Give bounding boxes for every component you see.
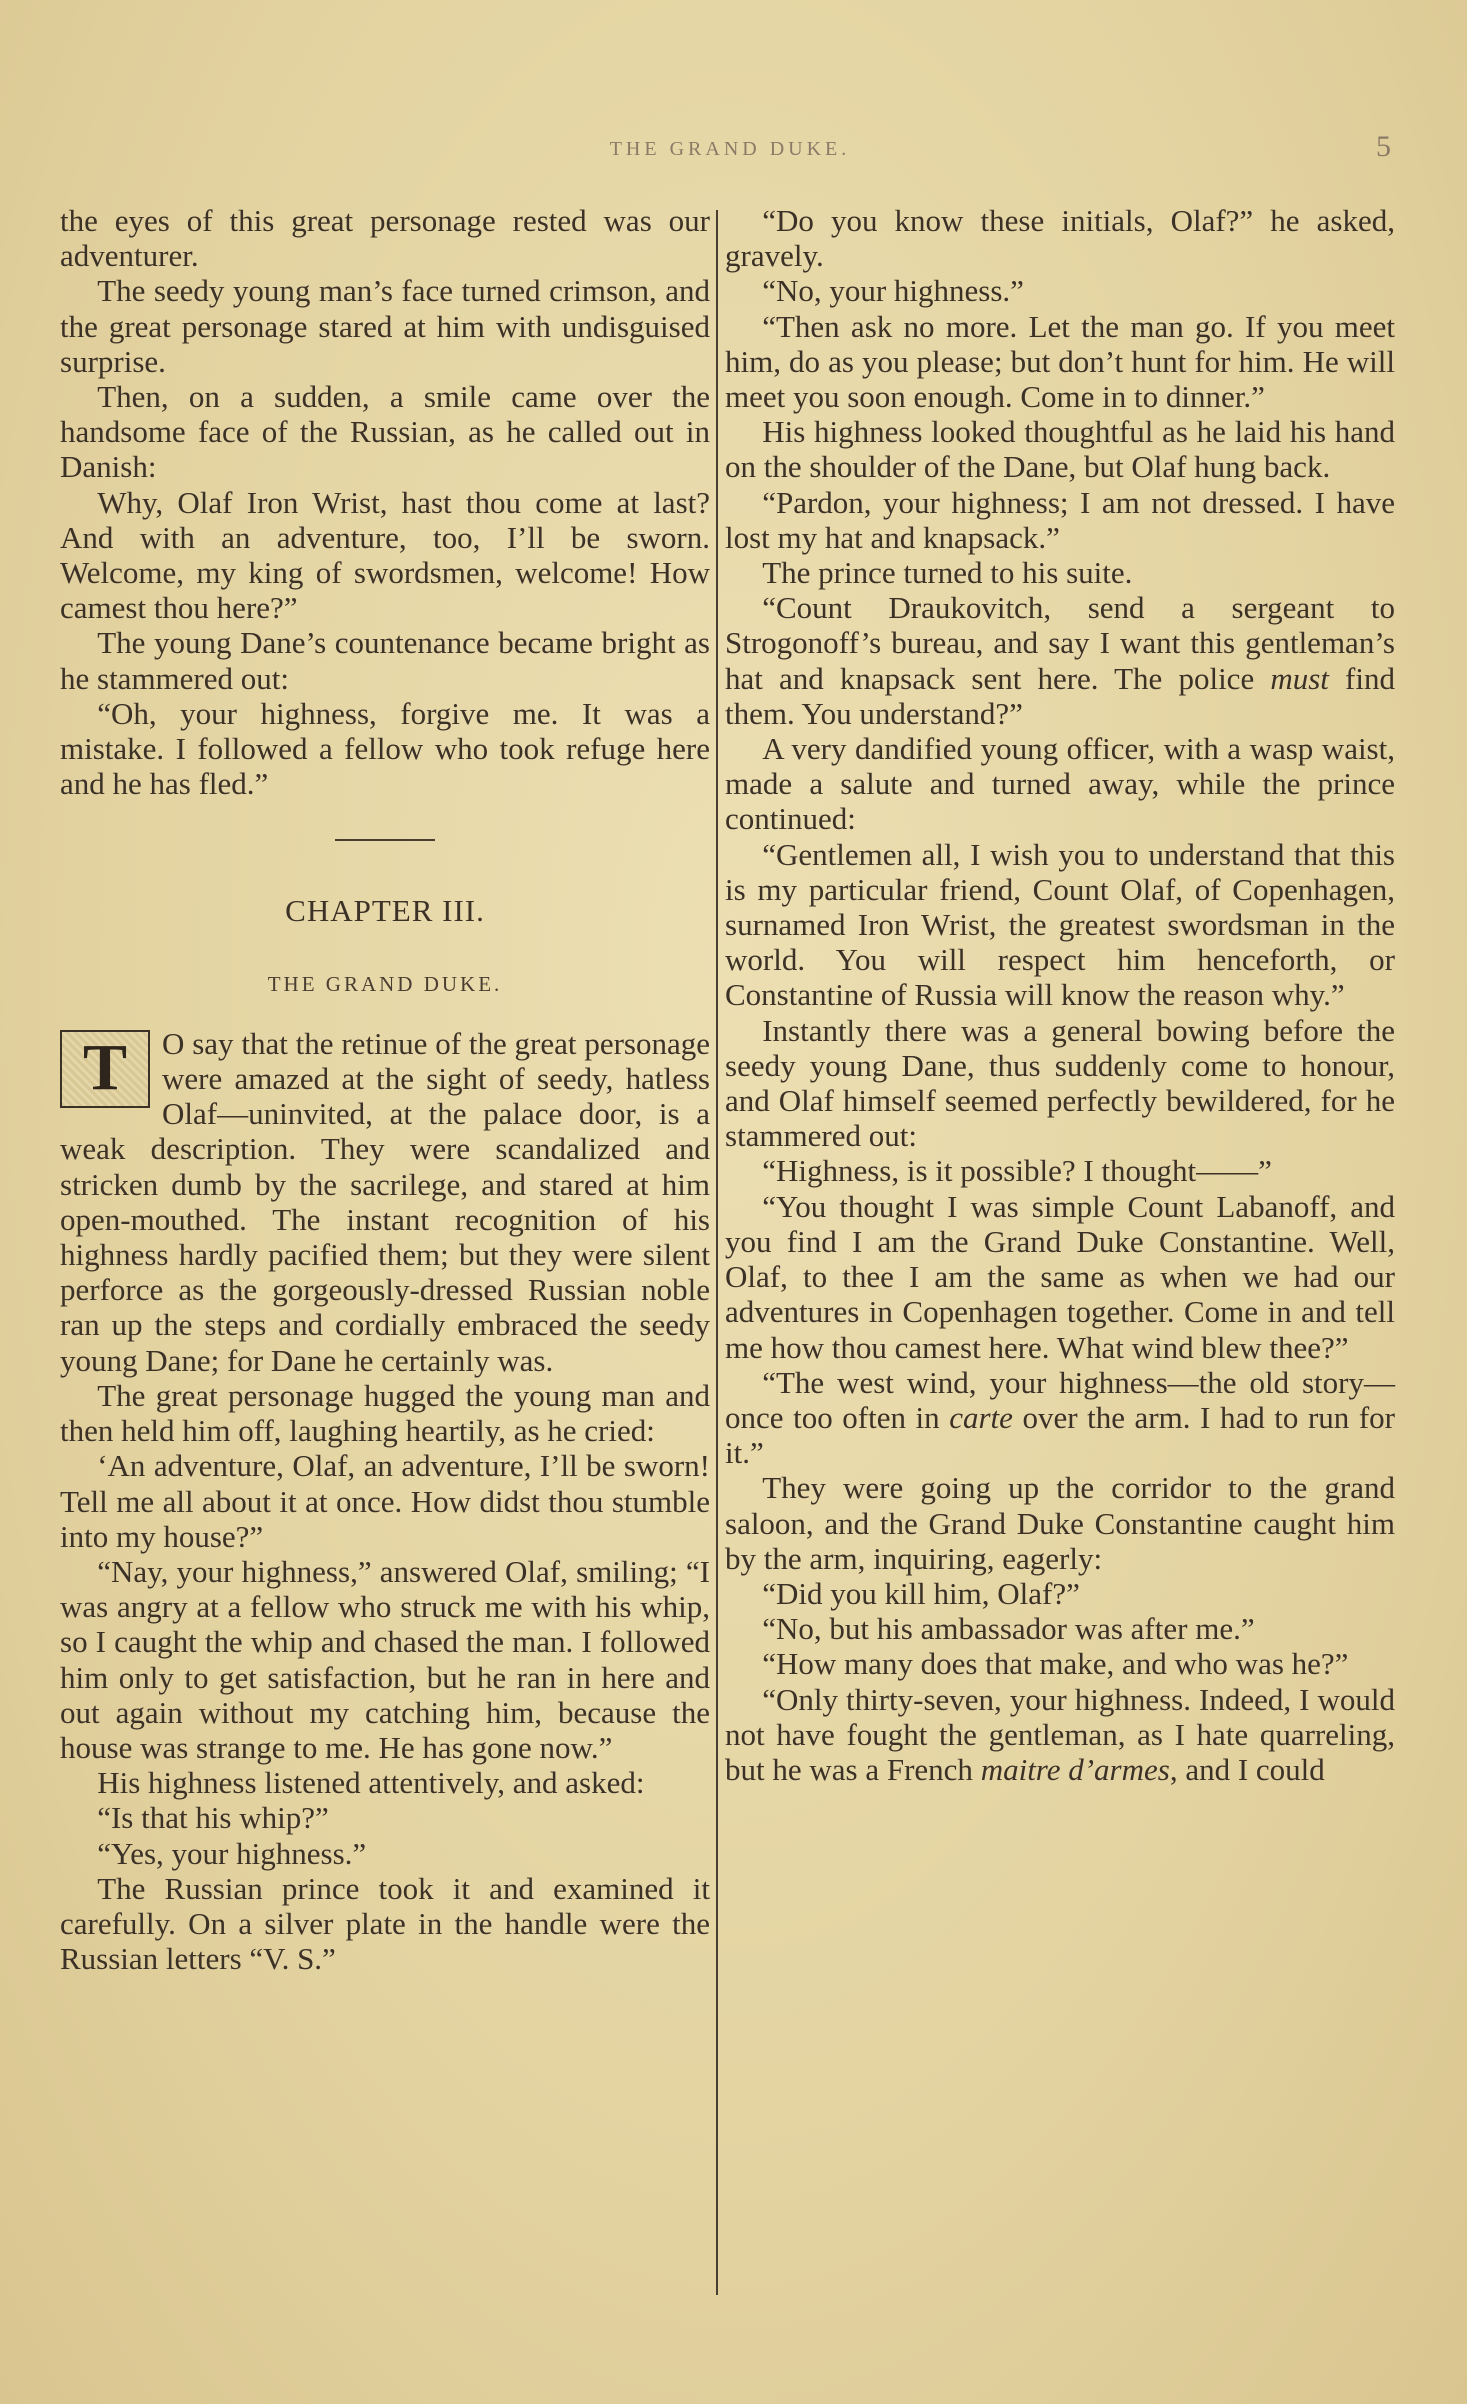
paragraph: Why, Olaf Iron Wrist, hast thou come at last? And with an adventure, too, I’ll be sworn. Welcome, my king of swordsmen, welcome! How camest thou here?” bbox=[60, 484, 710, 626]
paragraph: His highness looked thoughtful as he laid his hand on the shoulder of the Dane, but Olaf hung back. bbox=[725, 414, 1395, 485]
paragraph: Instantly there was a general bowing before the seedy young Dane, thus suddenly come to honour, and Olaf himself seemed perfectly bewildered, for he stammered out: bbox=[725, 1012, 1395, 1154]
page-number: 5 bbox=[1376, 130, 1391, 163]
paragraph: “Do you know these initials, Olaf?” he asked, gravely. bbox=[725, 203, 1395, 274]
paragraph: “Did you kill him, Olaf?” bbox=[762, 1575, 1080, 1611]
paragraph: “Is that his whip?” bbox=[97, 1800, 329, 1836]
paragraph: The young Dane’s countenance became bright as he stammered out: bbox=[60, 625, 710, 696]
paragraph: “No, but his ambassador was after me.” bbox=[762, 1611, 1255, 1647]
paragraph: “You thought I was simple Count Labanoff, and you find I am the Grand Duke Constantine. Well, Olaf, to thee I am the same as when we had our adventures in Copenhagen together. Come in and tell me how thou camest here. What wind blew thee?” bbox=[725, 1188, 1395, 1365]
right-column bbox=[725, 203, 1395, 1787]
column-divider bbox=[716, 210, 718, 2295]
paragraph: “No, your highness.” bbox=[762, 273, 1024, 309]
paragraph bbox=[725, 1365, 1395, 1471]
paragraph: The Russian prince took it and examined it carefully. On a silver plate in the handle were the Russian letters “V. S.” bbox=[60, 1870, 710, 1977]
opening-text: O say that the retinue of the great personage were amazed at the sight of seedy, hatless Olaf—uninvited, at the palace door, is a weak description. They were scandalized and stricken dumb by the sacrilege, and stared at him open-mouthed. The instant recognition of his highness hardly pacified them; but they were silent perforce as the gorgeously-dressed Russian noble ran up the steps and cordially embraced the seedy young Dane; for Dane he certainly was. bbox=[60, 1025, 710, 1378]
chapter-opening-paragraph bbox=[60, 1026, 710, 1378]
paragraph: The seedy young man’s face turned crimson, and the great personage stared at him with undisguised surprise. bbox=[60, 273, 710, 379]
paragraph: ‘An adventure, Olaf, an adventure, I’ll be sworn! Tell me all about it at once. How didst thou stumble into my house?” bbox=[60, 1448, 710, 1554]
paragraph: “How many does that make, and who was he?” bbox=[762, 1646, 1349, 1682]
text-run: “Only thirty-seven, your highness. Indeed, I would not have fought the gentleman, as I hate quarreling, but he was a French bbox=[725, 1681, 1395, 1787]
paragraph: “Nay, your highness,” answered Olaf, smiling; “I was angry at a fellow who struck me with his whip, so I caught the whip and chased the man. I followed him only to get satisfaction, but he ran in here and out again without my catching him, because the house was strange to me. He has gone now.” bbox=[60, 1553, 710, 1765]
running-title: THE GRAND DUKE. bbox=[609, 138, 851, 160]
text-run: find them. You understand?” bbox=[725, 660, 1395, 731]
paragraph: A very dandified young officer, with a wasp waist, made a salute and turned away, while the prince continued: bbox=[725, 731, 1395, 837]
paragraph: The prince turned to his suite. bbox=[762, 555, 1133, 591]
italic-word: must bbox=[1270, 660, 1329, 696]
paragraph: “Then ask no more. Let the man go. If you meet him, do as you please; but don’t hunt for him. He will meet you soon enough. Come in to dinner.” bbox=[725, 308, 1395, 415]
section-divider bbox=[335, 839, 435, 841]
paragraph: “Oh, your highness, forgive me. It was a mistake. I followed a fellow who took refuge here and he has fled.” bbox=[60, 695, 710, 802]
text-run: “The west wind, your highness—the old story—once too often in bbox=[725, 1364, 1395, 1435]
paragraph bbox=[725, 1682, 1395, 1788]
paragraph: “Gentlemen all, I wish you to understand that this is my particular friend, Count Olaf, of Copenhagen, surnamed Iron Wrist, the greatest swordsman in the world. You will respect him henceforth, or Constantine of Russia will know the reason why.” bbox=[725, 836, 1395, 1013]
text-run: , and I could bbox=[1169, 1751, 1325, 1787]
paragraph: They were going up the corridor to the grand saloon, and the Grand Duke Constantine caught him by the arm, inquiring, eagerly: bbox=[725, 1470, 1395, 1576]
chapter-title: CHAPTER III. bbox=[285, 893, 485, 929]
chapter-subtitle: THE GRAND DUKE. bbox=[267, 971, 503, 996]
paragraph: the eyes of this great personage rested was our adventurer. bbox=[60, 203, 710, 274]
paragraph bbox=[725, 590, 1395, 731]
text-run: over the arm. I had to run for it.” bbox=[725, 1399, 1395, 1471]
paragraph: The great personage hugged the young man and then held him off, laughing heartily, as he cried: bbox=[60, 1377, 710, 1449]
paragraph: “Pardon, your highness; I am not dressed. I have lost my hat and knapsack.” bbox=[725, 484, 1395, 555]
left-column bbox=[60, 203, 710, 1976]
italic-word: carte bbox=[949, 1399, 1013, 1435]
paragraph: “Yes, your highness.” bbox=[97, 1835, 367, 1871]
paragraph: Then, on a sudden, a smile came over the handsome face of the Russian, as he called out in Danish: bbox=[60, 379, 710, 485]
paragraph: “Highness, is it possible? I thought——” bbox=[762, 1153, 1272, 1189]
paragraph: His highness listened attentively, and asked: bbox=[97, 1765, 645, 1801]
text-run: “Count Draukovitch, send a sergeant to Strogonoff’s bureau, and say I want this gentleman’s hat and knapsack sent here. The police bbox=[725, 590, 1395, 696]
italic-word: maitre d’armes bbox=[980, 1751, 1170, 1787]
drop-cap: T bbox=[60, 1030, 150, 1108]
